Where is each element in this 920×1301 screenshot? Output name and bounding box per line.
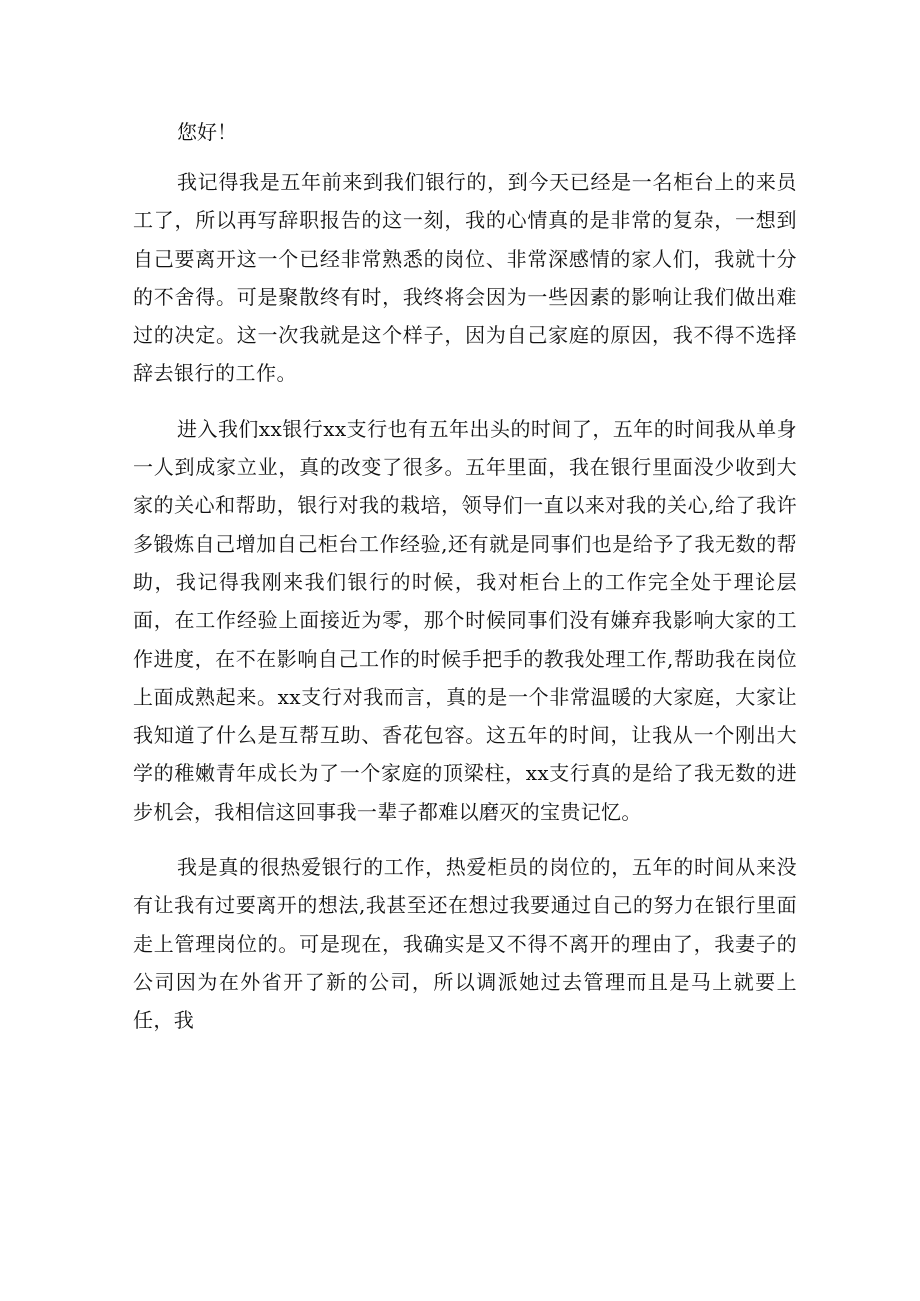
paragraph-3: 我是真的很热爱银行的工作，热爱柜员的岗位的，五年的时间从来没有让我有过要离开的想法,我甚至还在想过我要通过自己的努力在银行里面走上管理岗位的。可是现在，我确实是又不得不离开的理由了，我妻子的公司因为在外省开了新的公司，所以调派她过去管理而且是马上就要上任，我 bbox=[133, 855, 797, 1033]
paragraph-2: 进入我们xx银行xx支行也有五年出头的时间了，五年的时间我从单身一人到成家立业，真的改变了很多。五年里面，我在银行里面没少收到大家的关心和帮助，银行对我的栽培，领导们一直以来对我的关心,给了我许多锻炼自己增加自己柜台工作经验,还有就是同事们也是给予了我无数的帮助，我记得我刚来我们银行的时候，我对柜台上的工作完全处于理论层面，在工作经验上面接近为零，那个时候同事们没有嫌弃我影响大家的工作进度，在不在影响自己工作的时候手把手的教我处理工作,帮助我在岗位上面成熟起来。xx支行对我而言，真的是一个非常温暖的大家庭，大家让我知道了什么是互帮互助、香花包容。这五年的时间，让我从一个刚出大学的稚嫩青年成长为了一个家庭的顶梁柱，xx支行真的是给了我无数的进步机会，我相信这回事我一辈子都难以磨灭的宝贵记忆。 bbox=[133, 416, 797, 824]
document-page bbox=[133, 114, 797, 1057]
greeting: 您好！ bbox=[177, 120, 237, 144]
paragraph-1: 我记得我是五年前来到我们银行的，到今天已经是一名柜台上的来员工了，所以再写辞职报告的这一刻，我的心情真的是非常的复杂，一想到自己要离开这一个已经非常熟悉的岗位、非常深感情的家人们，我就十分的不舍得。可是聚散终有时，我终将会因为一些因素的影响让我们做出难过的决定。这一次我就是这个样子，因为自己家庭的原因，我不得不选择辞去银行的工作。 bbox=[133, 170, 797, 386]
